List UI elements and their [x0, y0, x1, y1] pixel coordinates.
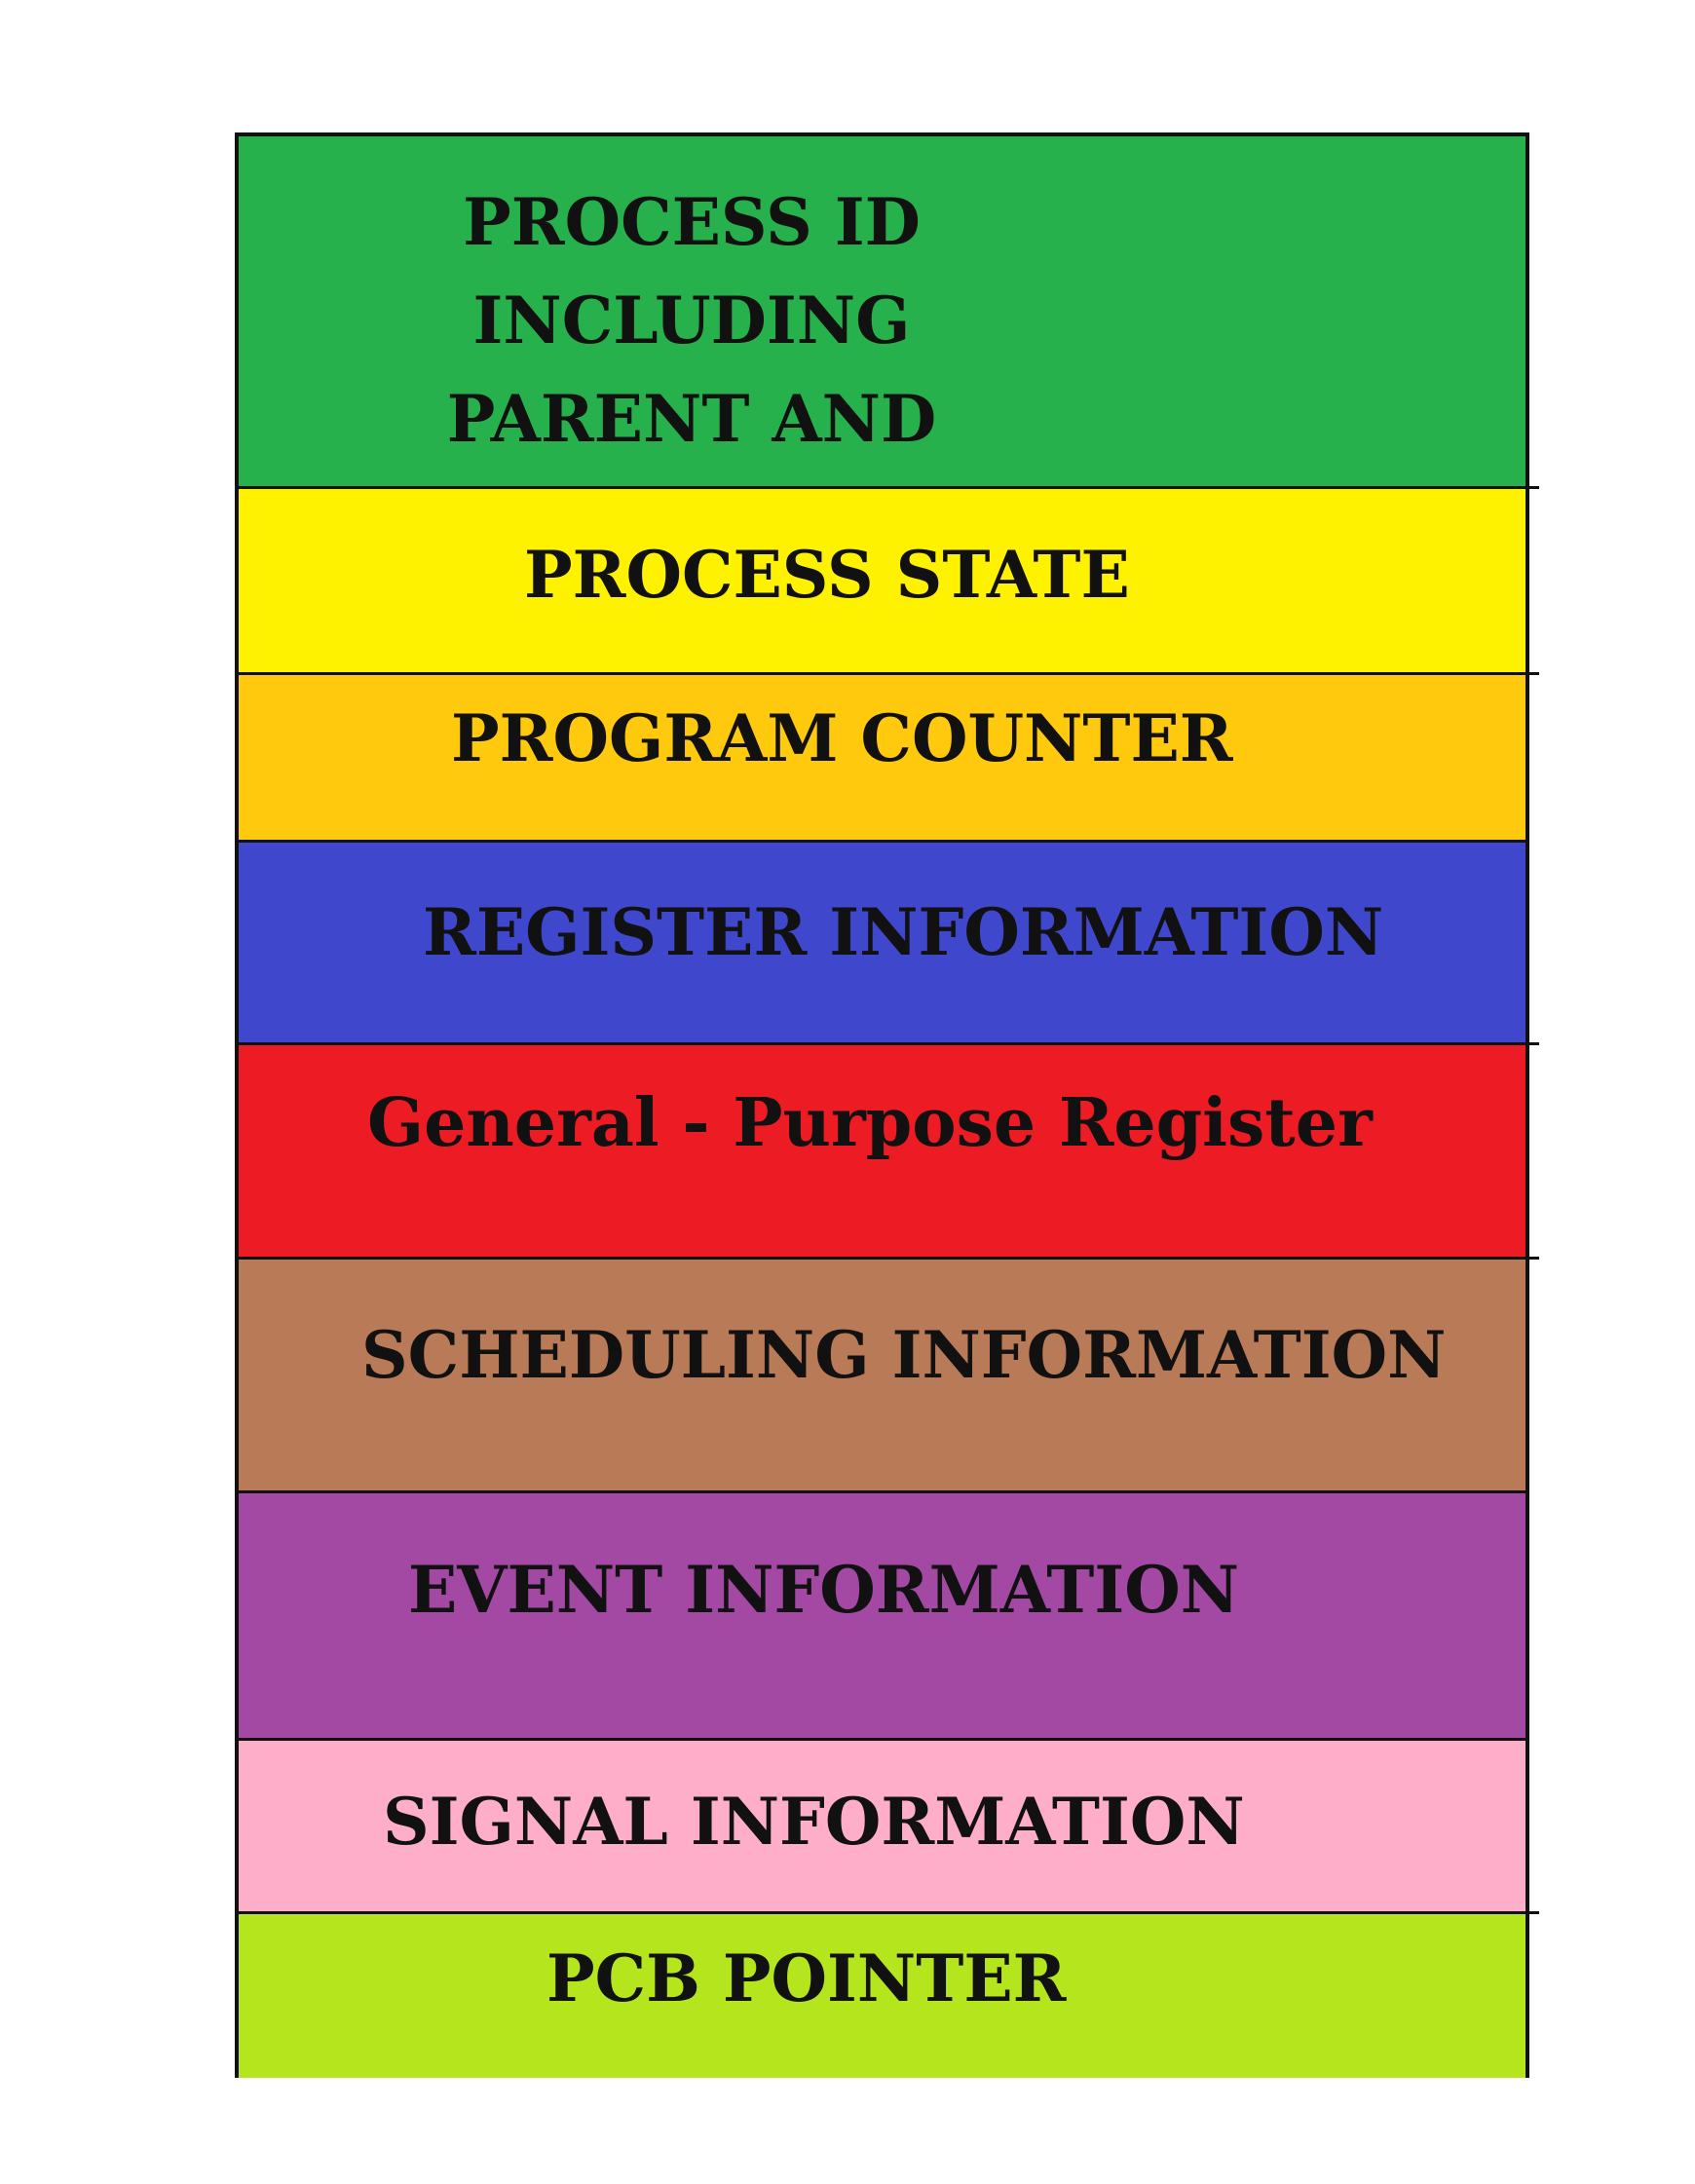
pcb-row-general-purpose-register	[239, 1045, 1526, 1260]
pcb-pointer-label: PCB POINTER	[546, 1940, 1067, 2016]
scheduling-information-label: SCHEDULING INFORMATION	[361, 1317, 1447, 1393]
row-divider-tick	[1527, 1911, 1539, 1914]
pcb-row-process-state	[239, 489, 1526, 675]
process-id-label: PROCESS ID INCLUDING PARENT AND	[446, 184, 937, 457]
row-divider-tick	[1527, 672, 1539, 675]
pcb-row-process-id	[239, 136, 1526, 489]
process-state-label: PROCESS STATE	[524, 537, 1130, 613]
general-purpose-register-label: General - Purpose Register	[367, 1084, 1373, 1162]
signal-information-label: SIGNAL INFORMATION	[383, 1784, 1245, 1860]
event-information-label: EVENT INFORMATION	[408, 1552, 1240, 1628]
process-control-block	[235, 132, 1529, 2078]
pcb-row-scheduling-information	[239, 1260, 1526, 1493]
row-divider-tick	[1527, 1257, 1539, 1260]
row-divider-tick	[1527, 486, 1539, 489]
row-divider-tick	[1527, 1042, 1539, 1045]
program-counter-label: PROGRAM COUNTER	[451, 700, 1233, 776]
pcb-row-event-information	[239, 1493, 1526, 1741]
pcb-row-program-counter	[239, 675, 1526, 843]
register-information-label: REGISTER INFORMATION	[423, 894, 1384, 970]
pcb-row-signal-information	[239, 1741, 1526, 1914]
pcb-row-pcb-pointer	[239, 1914, 1526, 2078]
pcb-row-register-information	[239, 843, 1526, 1045]
